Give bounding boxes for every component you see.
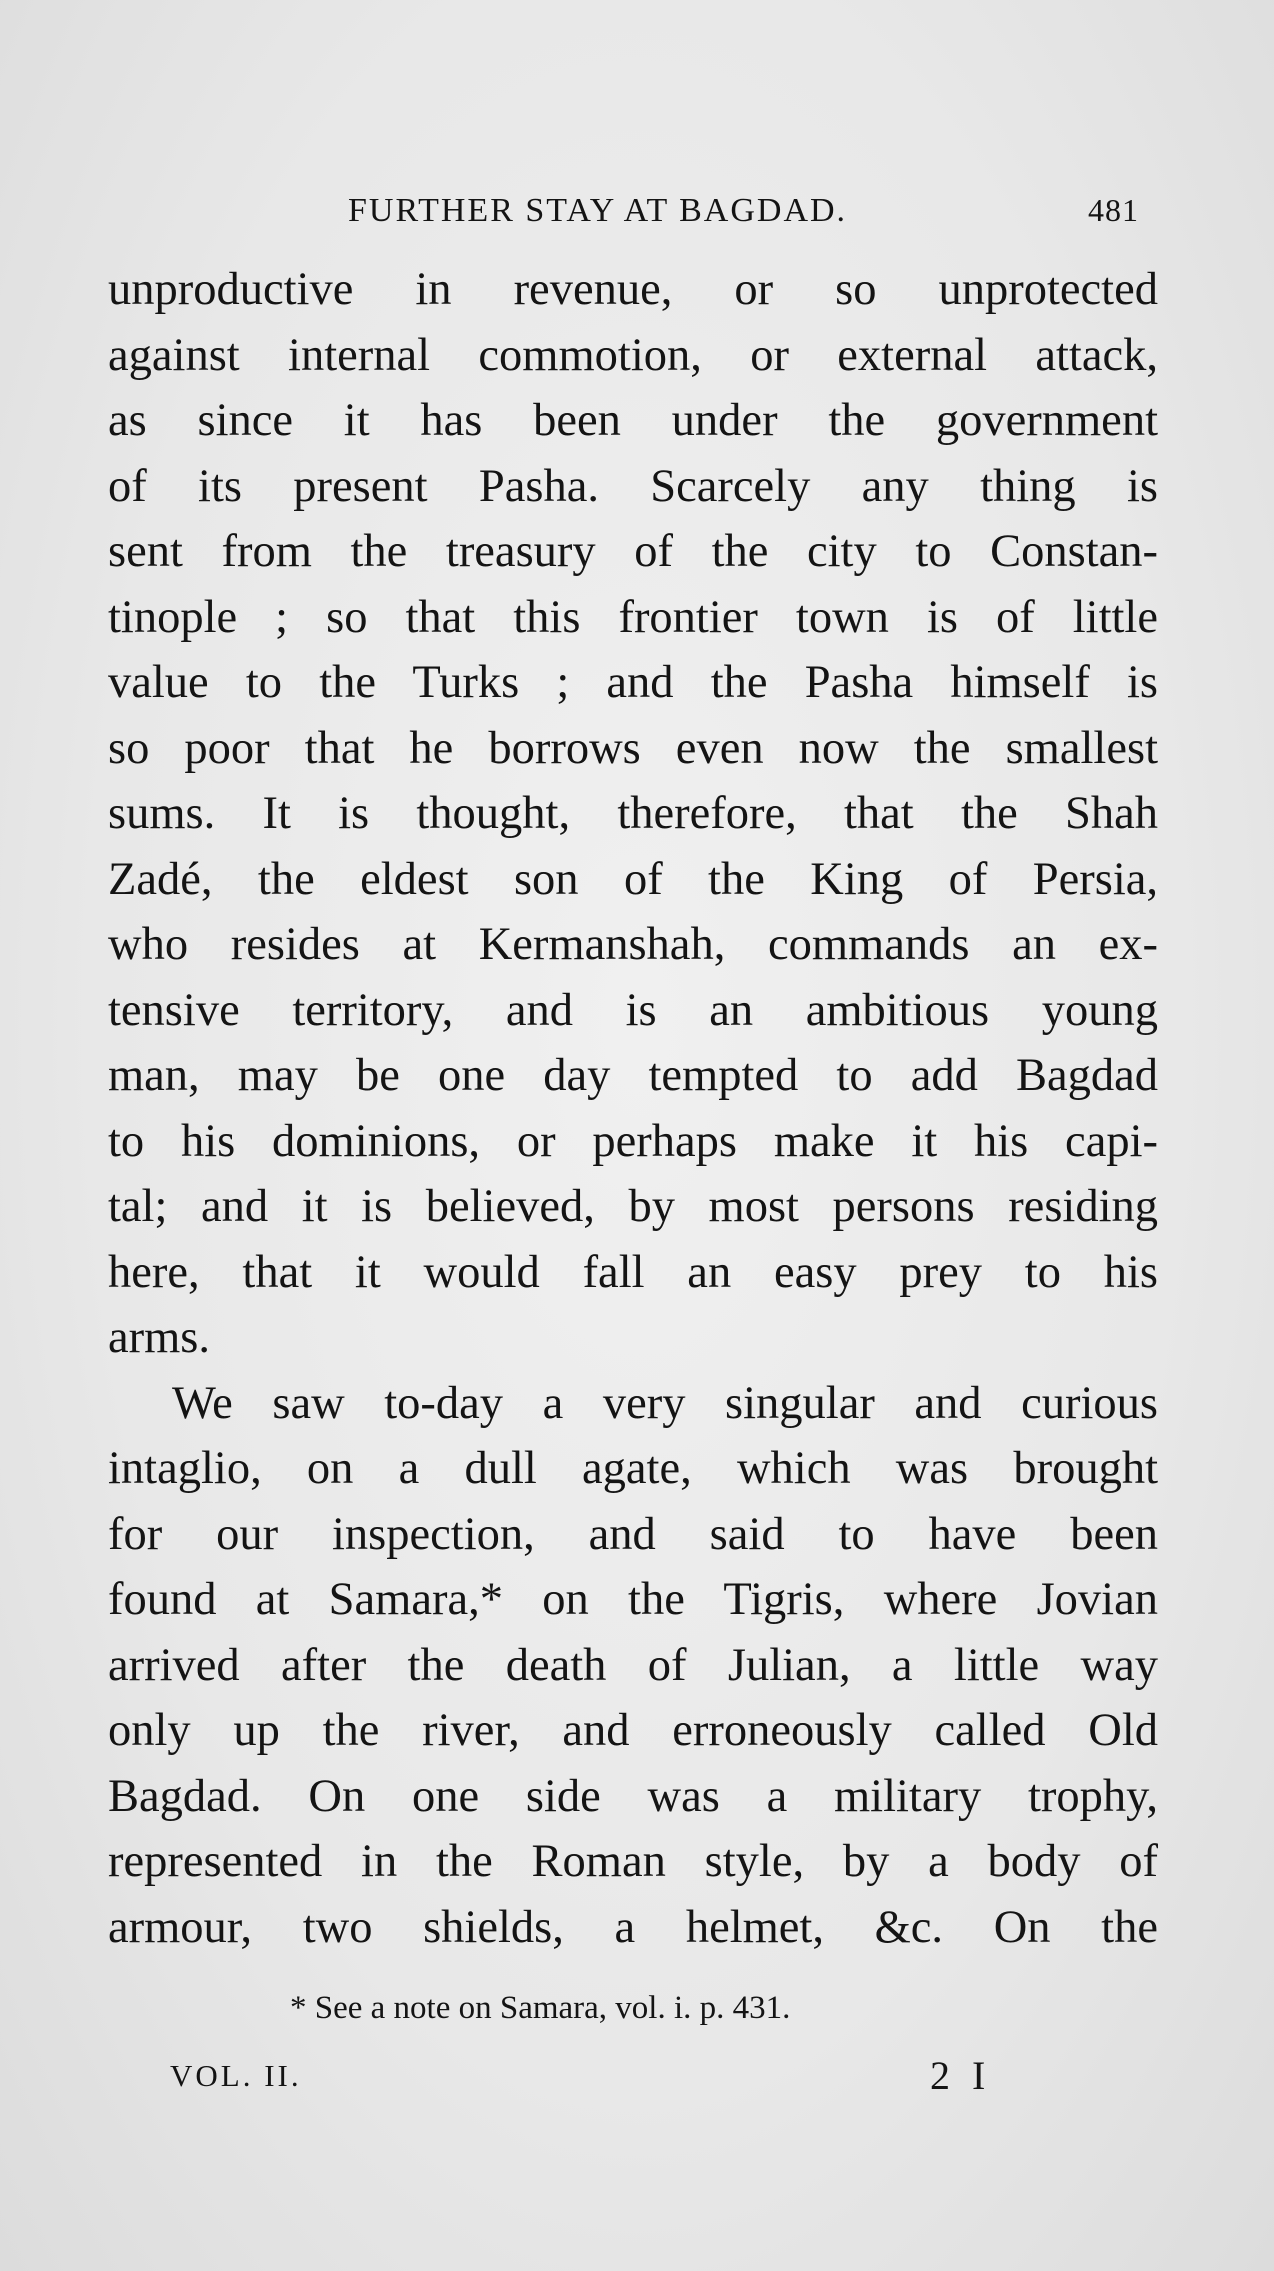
text-line: here, that it would fall an easy prey to his bbox=[108, 1246, 1158, 1298]
text-line: unproductive in revenue, or so unprotected bbox=[108, 264, 1158, 315]
text-line: of its present Pasha. Scarcely any thing is bbox=[108, 460, 1158, 512]
text-line: man, may be one day tempted to add Bagdad bbox=[108, 1050, 1158, 1101]
text-line: so poor that he borrows even now the smallest bbox=[108, 722, 1158, 774]
text-line: Bagdad. On one side was a military trophy, bbox=[108, 1770, 1158, 1822]
page-footer bbox=[170, 2052, 1020, 2108]
footnote: * See a note on Samara, vol. i. p. 431. bbox=[290, 1990, 791, 2026]
text-line: represented in the Roman style, by a body of bbox=[108, 1836, 1158, 1887]
page-header bbox=[100, 188, 1150, 238]
text-line: who resides at Kermanshah, commands an ex- bbox=[108, 919, 1158, 970]
page-number: 481 bbox=[1088, 192, 1139, 228]
text-line: sums. It is thought, therefore, that the Shah bbox=[108, 788, 1158, 839]
text-line: tensive territory, and is an ambitious young bbox=[108, 984, 1158, 1036]
text-line: value to the Turks ; and the Pasha himself is bbox=[108, 657, 1158, 708]
text-line: tal; and it is believed, by most persons residing bbox=[108, 1181, 1158, 1232]
text-line: Zadé, the eldest son of the King of Persia, bbox=[108, 853, 1158, 905]
body-text bbox=[108, 257, 1158, 1960]
text-line: found at Samara,* on the Tigris, where Jovian bbox=[108, 1574, 1158, 1625]
text-line: intaglio, on a dull agate, which was brought bbox=[108, 1443, 1158, 1494]
running-title: FURTHER STAY AT BAGDAD. bbox=[348, 192, 848, 229]
text-line: against internal commotion, or external attack, bbox=[108, 329, 1158, 381]
text-line: as since it has been under the government bbox=[108, 395, 1158, 446]
text-line: armour, two shields, a helmet, &c. On the bbox=[108, 1901, 1158, 1953]
text-line: tinople ; so that this frontier town is of little bbox=[108, 591, 1158, 643]
volume-label: VOL. II. bbox=[170, 2058, 302, 2093]
text-line: for our inspection, and said to have been bbox=[108, 1508, 1158, 1560]
text-line: only up the river, and erroneously called Old bbox=[108, 1705, 1158, 1756]
text-line: arms. bbox=[108, 1312, 211, 1363]
signature-mark: 2 I bbox=[930, 2053, 992, 2098]
text-line: sent from the treasury of the city to Constan- bbox=[108, 526, 1158, 577]
text-line: arrived after the death of Julian, a little way bbox=[108, 1639, 1158, 1691]
paragraph-start-line: We saw to-day a very singular and curious bbox=[172, 1377, 1158, 1429]
text-line: to his dominions, or perhaps make it his capi- bbox=[108, 1115, 1158, 1167]
